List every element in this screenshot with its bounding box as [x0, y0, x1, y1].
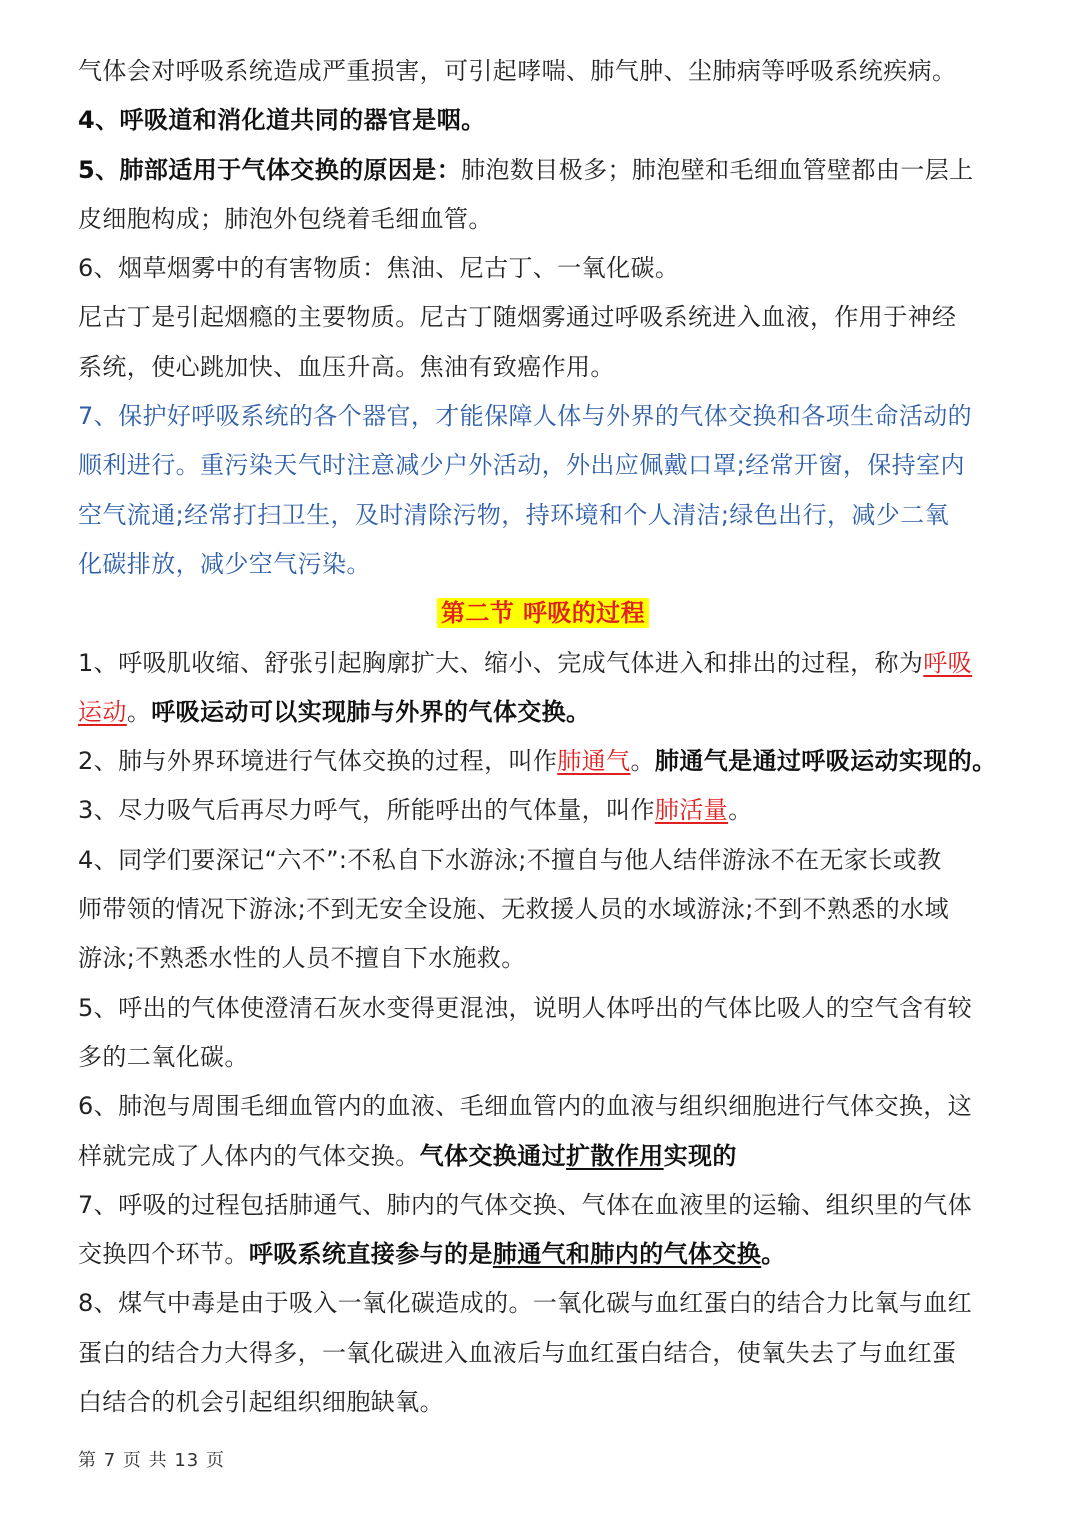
bold-statement: 4、呼吸道和消化道共同的器官是咽。	[78, 106, 486, 135]
text-line	[78, 441, 1008, 490]
paragraph-text: 2、肺与外界环境进行气体交换的过程，叫作	[78, 747, 558, 776]
keyword-red: 呼吸	[923, 648, 973, 677]
text-line	[78, 146, 1008, 195]
paragraph-text: 5、呼出的气体使澄清石灰水变得更混浊，说明人体呼出的气体比吸人的空气含有较	[78, 993, 973, 1022]
paragraph-text: 蛋白的结合力大得多，一氧化碳进入血液后与血红蛋白结合，使氧失去了与血红蛋	[78, 1338, 957, 1367]
document-page	[78, 47, 1008, 1427]
text-line	[78, 688, 1008, 737]
text-line	[78, 96, 1008, 145]
text-line	[78, 293, 1008, 342]
paragraph-text: 6、烟草烟雾中的有害物质：焦油、尼古丁、一氧化碳。	[78, 254, 680, 283]
page-number-footer: 第 7 页 共 13 页	[78, 1450, 225, 1471]
bold-statement: 肺通气是通过呼吸运动实现的。	[654, 747, 997, 776]
text-line	[78, 1378, 1008, 1427]
paragraph-text: 8、煤气中毒是由于吸入一氧化碳造成的。一氧化碳与血红蛋白的结合力比氧与血红	[78, 1289, 973, 1318]
bold-statement: 5、肺部适用于气体交换的原因是：	[78, 155, 462, 184]
paragraph-text: 6、肺泡与周围毛细血管内的血液、毛细血管内的血液与组织细胞进行气体交换，这	[78, 1092, 973, 1121]
paragraph-text: 气体会对呼吸系统造成严重损害，可引起哮喘、肺气肿、尘肺病等呼吸系统疾病。	[78, 57, 957, 85]
text-line	[78, 1329, 1008, 1378]
blue-paragraph-text: 空气流通;经常打扫卫生，及时清除污物，持环境和个人清洁;绿色出行，减少二氧	[78, 500, 949, 529]
punctuation: 。	[630, 747, 655, 776]
text-line	[78, 885, 1008, 934]
paragraph-text: 1、呼吸肌收缩、舒张引起胸廓扩大、缩小、完成气体进入和排出的过程，称为	[78, 648, 924, 677]
paragraph-text: 4、同学们要深记“六不”:不私自下水游泳;不擅自与他人结伴游泳不在无家长或教	[78, 845, 942, 874]
blue-paragraph-text: 7、保护好呼吸系统的各个器官，才能保障人体与外界的气体交换和各项生命活动的	[78, 402, 973, 431]
text-line	[78, 1230, 1008, 1279]
bold-statement: 呼吸运动可以实现肺与外界的气体交换。	[151, 697, 591, 726]
paragraph-text: 样就完成了人体内的气体交换。	[78, 1141, 420, 1170]
text-line	[78, 244, 1008, 293]
text-line	[78, 1033, 1008, 1082]
text-line	[78, 786, 1008, 835]
paragraph-text: 尼古丁是引起烟瘾的主要物质。尼古丁随烟雾通过呼吸系统进入血液，作用于神经	[78, 303, 957, 332]
blue-paragraph-text: 化碳排放，减少空气污染。	[78, 549, 371, 578]
paragraph-text: 系统，使心跳加快、血压升高。焦油有致癌作用。	[78, 352, 615, 381]
text-line	[78, 392, 1008, 441]
paragraph-text: 白结合的机会引起组织细胞缺氧。	[78, 1388, 444, 1417]
punctuation: 。	[728, 796, 753, 825]
bold-underlined-keyword: 扩散作用	[566, 1141, 664, 1170]
keyword-red: 肺通气	[557, 747, 631, 776]
text-line	[78, 984, 1008, 1033]
text-line	[78, 195, 1008, 244]
section-heading-row	[78, 589, 1008, 638]
keyword-red: 肺活量	[654, 796, 729, 825]
text-line	[78, 737, 1008, 786]
text-line	[78, 836, 1008, 885]
bold-statement: 呼吸系统直接参与的是	[248, 1240, 493, 1269]
keyword-red: 运动	[78, 697, 127, 726]
text-line	[78, 491, 1008, 540]
text-line	[78, 934, 1008, 983]
paragraph-text: 多的二氧化碳。	[78, 1042, 249, 1071]
bold-statement: 实现的	[663, 1141, 737, 1170]
punctuation: 。	[761, 1240, 786, 1269]
paragraph-text: 7、呼吸的过程包括肺通气、肺内的气体交换、气体在血液里的运输、组织里的气体	[78, 1190, 973, 1219]
paragraph-text: 皮细胞构成；肺泡外包绕着毛细血管。	[78, 204, 493, 233]
punctuation: 。	[126, 697, 152, 726]
blue-paragraph-text: 顺利进行。重污染天气时注意减少户外活动，外出应佩戴口罩;经常开窗，保持室内	[78, 451, 965, 480]
paragraph-text: 交换四个环节。	[78, 1240, 249, 1269]
text-line	[78, 540, 1008, 589]
text-line	[78, 1181, 1008, 1230]
paragraph-text: 肺泡数目极多；肺泡壁和毛细血管壁都由一层上	[461, 155, 974, 184]
paragraph-text: 游泳;不熟悉水性的人员不擅自下水施救。	[78, 944, 526, 973]
bold-statement: 气体交换通过	[419, 1141, 567, 1170]
paragraph-text: 师带领的情况下游泳;不到无安全设施、无救援人员的水域游泳;不到不熟悉的水域	[78, 895, 949, 924]
text-line	[78, 47, 1008, 96]
text-line	[78, 639, 1008, 688]
text-line	[78, 1279, 1008, 1328]
text-line	[78, 343, 1008, 392]
bold-underlined-keyword: 肺通气和肺内的气体交换	[492, 1240, 762, 1269]
section-heading: 第二节 呼吸的过程	[437, 598, 649, 628]
text-line	[78, 1082, 1008, 1131]
paragraph-text: 3、尽力吸气后再尽力呼气，所能呼出的气体量，叫作	[78, 796, 655, 825]
text-line	[78, 1132, 1008, 1181]
